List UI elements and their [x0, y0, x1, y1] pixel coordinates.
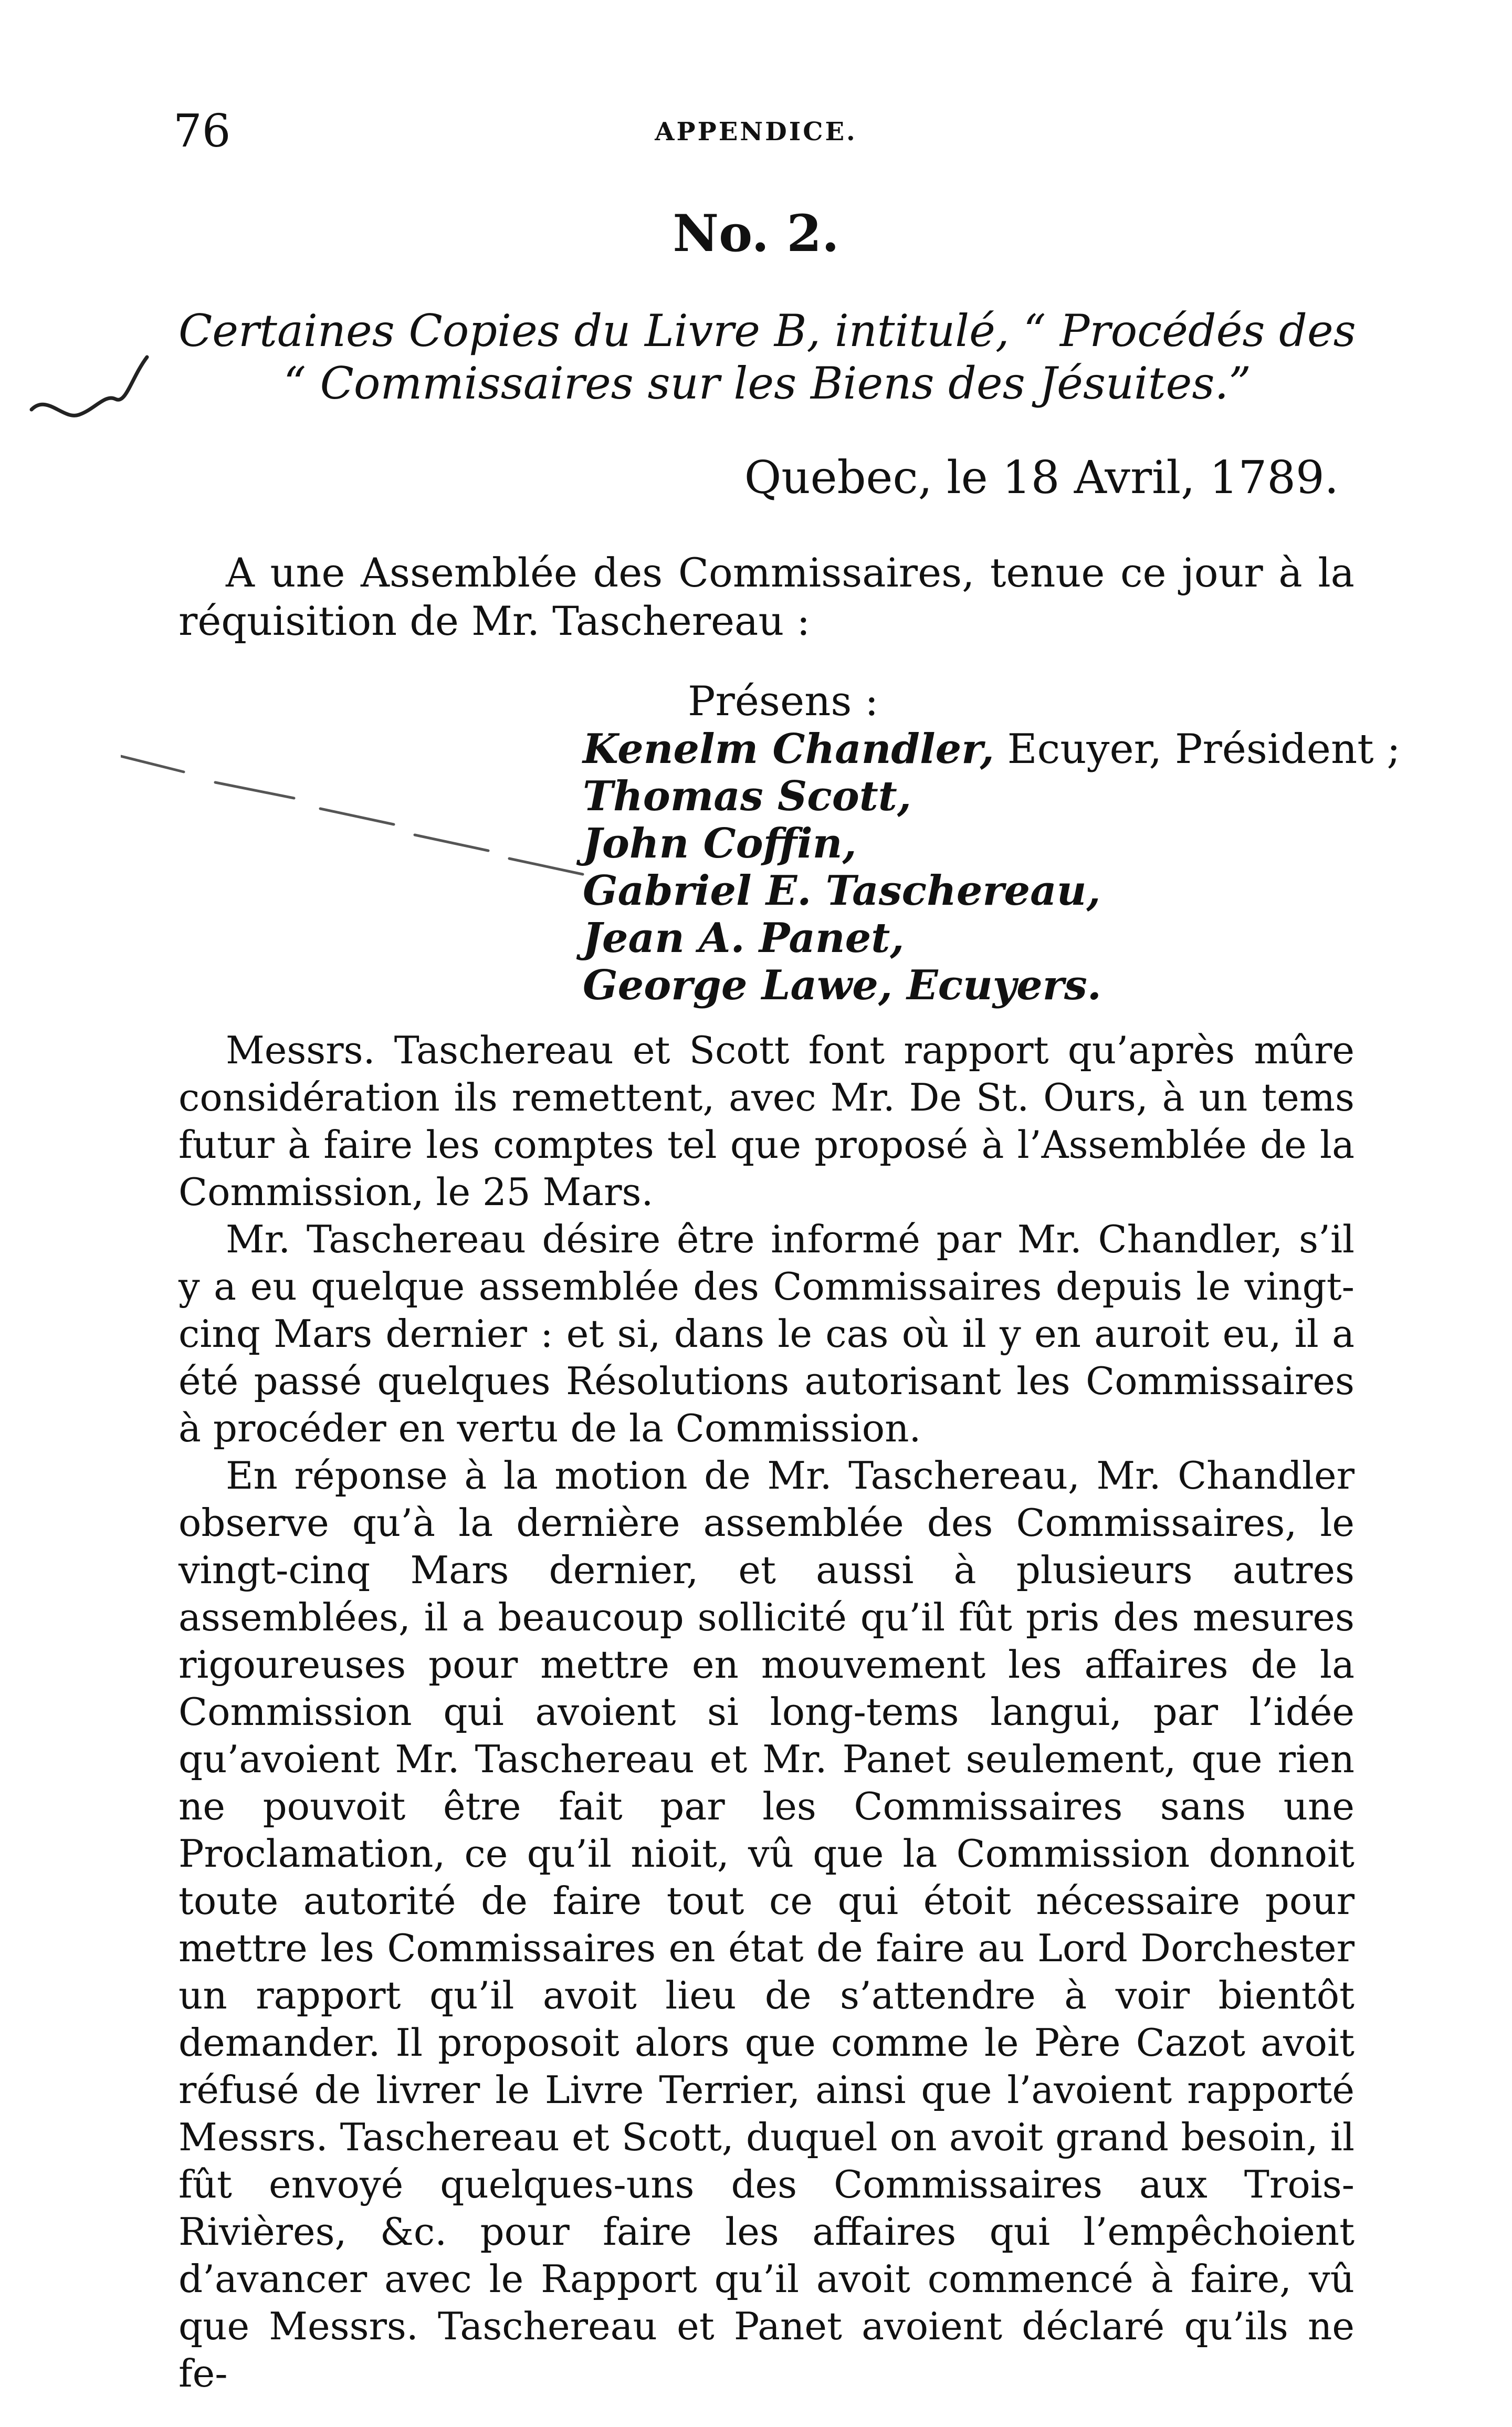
member-name: Gabriel E. Taschereau,	[583, 867, 1101, 915]
paragraph: Messrs. Taschereau et Scott font rapport qu’après mûre considération ils remettent, avec Mr. De St. Ours, à un tems futur à faire les comptes tel que proposé à l’Assemblée de la Commission, le 25 Mars.	[178, 1028, 1354, 1214]
document-title-line: “ Commissaires sur les Biens des Jésuites.”	[284, 358, 1252, 409]
paragraph: Mr. Taschereau désire être informé par Mr. Chandler, s’il y a eu quelque assemblée des Commissaires depuis le vingt-cinq Mars dernier : et si, dans le cas où il y en auroit eu, il a été passé quelques Résolutions autorisant les Commissaires à procéder en vertu de la Commission.	[178, 1217, 1354, 1450]
stray-dash-mark	[121, 746, 593, 882]
present-member	[583, 773, 1354, 820]
page-header	[173, 102, 1339, 165]
present-list	[583, 677, 1401, 1009]
margin-pen-mark	[26, 347, 158, 431]
running-title: APPENDICE.	[655, 117, 857, 147]
member-name: Kenelm Chandler,	[583, 725, 994, 773]
document-title-line: Certaines Copies du Livre B, intitulé, “ Procédés des	[178, 305, 1356, 357]
member-title: Ecuyer, Président ;	[994, 726, 1401, 773]
document-title	[178, 305, 1356, 410]
present-heading: Présens :	[688, 678, 879, 725]
document-number: No. 2.	[673, 204, 839, 263]
dateline: Quebec, le 18 Avril, 1789.	[744, 452, 1339, 504]
page-number: 76	[173, 105, 231, 158]
body-text	[178, 1027, 1354, 2397]
member-name: George Lawe, Ecuyers.	[583, 961, 1101, 1009]
member-name: Thomas Scott,	[583, 772, 911, 820]
meeting-line: A une Assemblée des Commissaires, tenue ce jour à la réquisition de Mr. Taschereau :	[178, 549, 1354, 644]
present-member	[583, 725, 1401, 773]
present-member	[583, 915, 1354, 962]
member-name: Jean A. Panet,	[583, 914, 905, 962]
present-member	[583, 820, 1354, 867]
present-member	[583, 867, 1354, 915]
member-name: John Coffin,	[583, 820, 857, 867]
present-member	[583, 962, 1354, 1009]
paragraph: En réponse à la motion de Mr. Taschereau, Mr. Chandler observe qu’à la dernière assemblée des Commissaires, le vingt-cinq Mars dernier, et aussi à plusieurs autres assemblées, il a beaucoup sollicité qu’il fût pris des mesures rigoureuses pour mettre en mouvement les affaires de la Commission qui avoient si long-tems langui, par l’idée qu’avoient Mr. Taschereau et Mr. Panet seulement, que rien ne pouvoit être fait par les Commissaires sans une Proclamation, ce qu’il nioit, vû que la Commission donnoit toute autorité de faire tout ce qui étoit nécessaire pour mettre les Commissaires en état de faire au Lord Dorchester un rapport qu’il avoit lieu de s’attendre à voir bientôt demander. Il proposoit alors que comme le Père Cazot avoit réfusé de livrer le Livre Terrier, ainsi que l’avoient rapporté Messrs. Taschereau et Scott, duquel on avoit grand besoin, il fût envoyé quelques-uns des Commissaires aux Trois-Rivières, &c. pour faire les affaires qui l’empêchoient d’avancer avec le Rapport qu’il avoit commencé à faire, vû que Messrs. Taschereau et Panet avoient déclaré qu’ils ne fe-	[178, 1453, 1354, 2395]
